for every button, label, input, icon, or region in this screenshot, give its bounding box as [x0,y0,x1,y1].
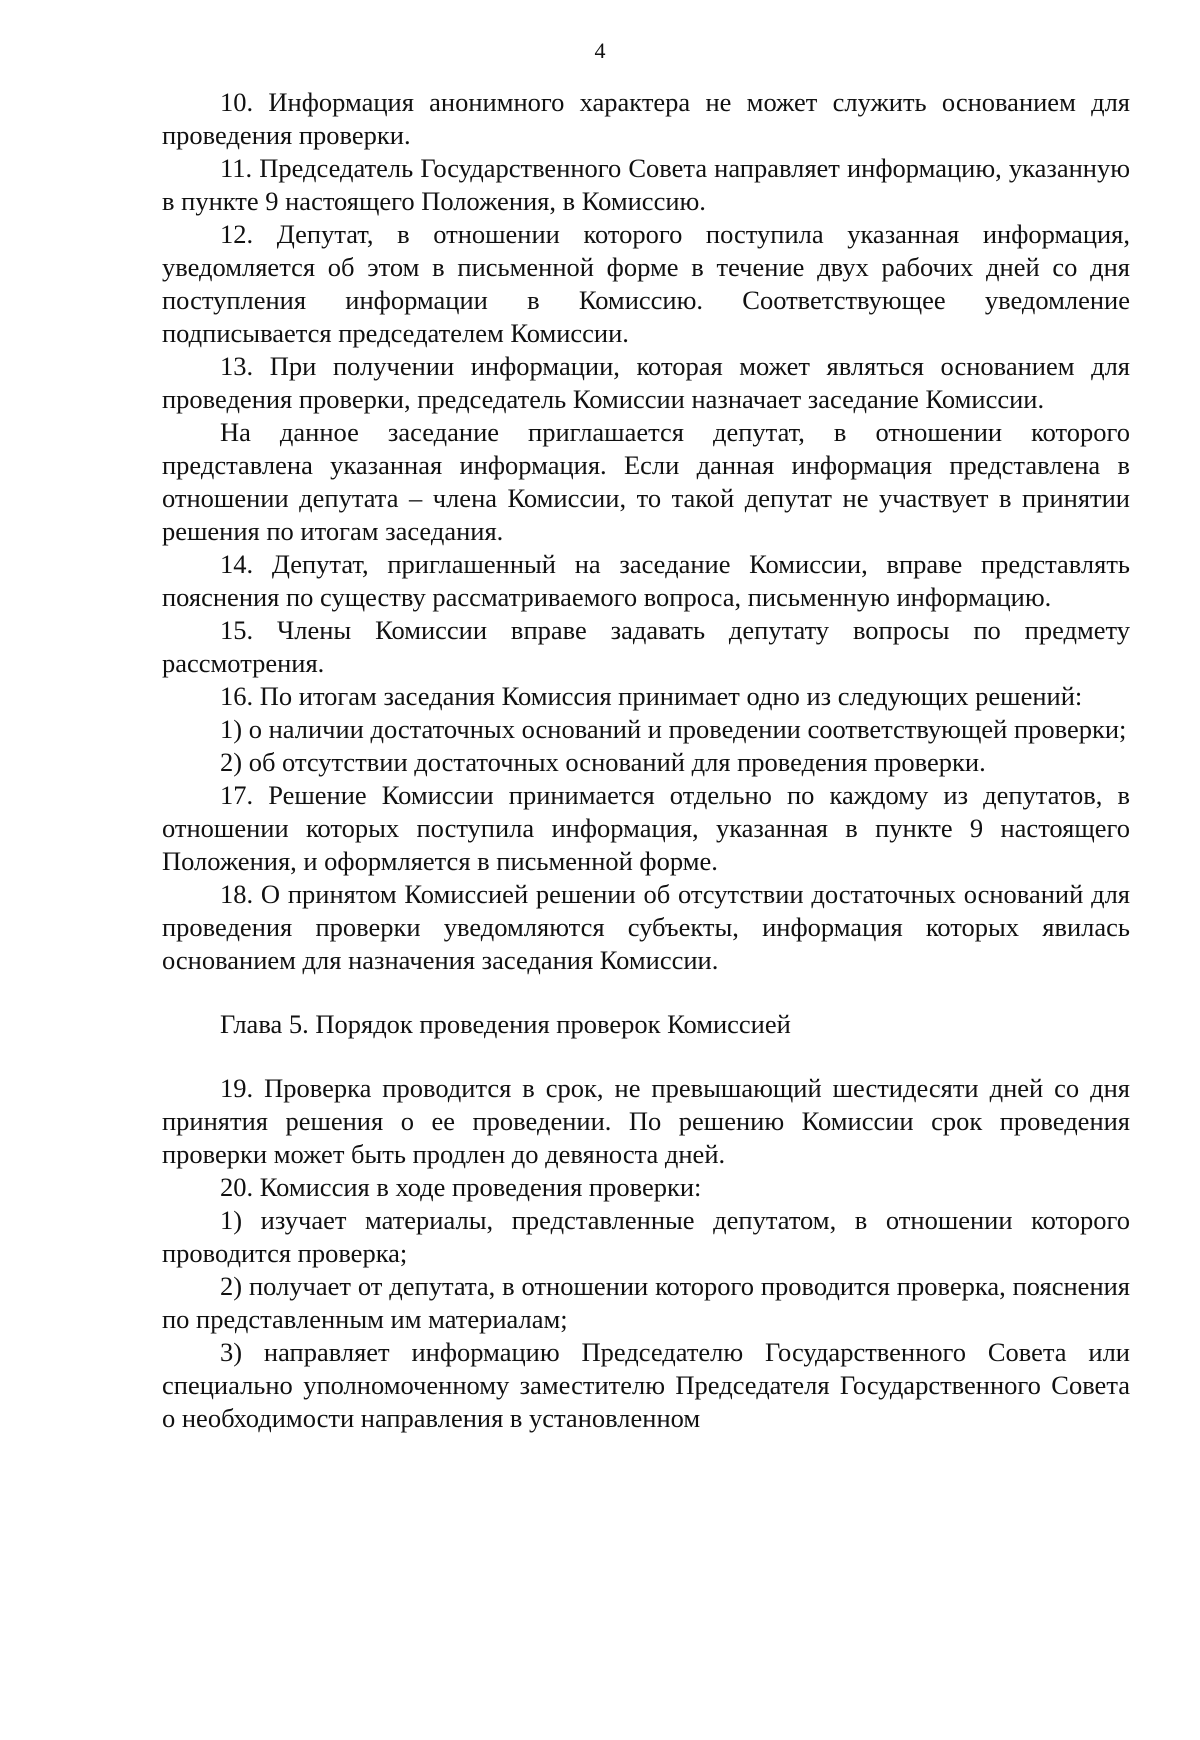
paragraph-20-item-3: 3) направляет информацию Председателю Государственного Совета или специально уполномоченному заместителю Председателя Государственного Совета о необходимости направления в установленном [162,1337,1130,1433]
paragraph-20-item-2: 2) получает от депутата, в отношении которого проводится проверка, пояснения по представленным им материалам; [162,1271,1130,1334]
chapter-heading: Глава 5. Порядок проведения проверок Комиссией [220,1009,791,1039]
paragraph-14: 14. Депутат, приглашенный на заседание Комиссии, вправе представлять пояснения по существу рассматриваемого вопроса, письменную информацию. [162,549,1130,612]
paragraph-12: 12. Депутат, в отношении которого поступила указанная информация, уведомляется об этом в письменной форме в течение двух рабочих дней со дня поступления информации в Комиссию. Соответствующее уведомление подписывается председателем Комиссии. [162,219,1130,348]
paragraph-17: 17. Решение Комиссии принимается отдельно по каждому из депутатов, в отношении которых поступила информация, указанная в пункте 9 настоящего Положения, и оформляется в письменной форме. [162,780,1130,876]
paragraph-18: 18. О принятом Комиссией решении об отсутствии достаточных оснований для проведения проверки уведомляются субъекты, информация которых явилась основанием для назначения заседания Комиссии. [162,879,1130,975]
paragraph-13: 13. При получении информации, которая может являться основанием для проведения проверки, председатель Комиссии назначает заседание Комиссии. [162,351,1130,414]
paragraph-20-item-1: 1) изучает материалы, представленные депутатом, в отношении которого проводится проверка; [162,1205,1130,1268]
paragraph-13-continuation: На данное заседание приглашается депутат, в отношении которого представлена указанная информация. Если данная информация представлена в отношении депутата – члена Комиссии, то такой депутат не участвует в принятии решения по итогам заседания. [162,417,1130,546]
page-number: 4 [594,38,606,63]
paragraph-15: 15. Члены Комиссии вправе задавать депутату вопросы по предмету рассмотрения. [162,615,1130,678]
paragraph-16-item-2: 2) об отсутствии достаточных оснований для проведения проверки. [220,747,986,777]
paragraph-19: 19. Проверка проводится в срок, не превышающий шестидесяти дней со дня принятия решения о ее проведении. По решению Комиссии срок проведения проверки может быть продлен до девяноста дней. [162,1073,1130,1169]
paragraph-16-item-1: 1) о наличии достаточных оснований и проведении соответствующей проверки; [220,714,1127,744]
paragraph-20: 20. Комиссия в ходе проведения проверки: [220,1172,702,1202]
paragraph-16: 16. По итогам заседания Комиссия принимает одно из следующих решений: [220,681,1083,711]
paragraph-11: 11. Председатель Государственного Совета направляет информацию, указанную в пункте 9 настоящего Положения, в Комиссию. [162,153,1130,216]
paragraph-10: 10. Информация анонимного характера не может служить основанием для проведения проверки. [162,87,1130,150]
document-body [162,86,1130,1435]
